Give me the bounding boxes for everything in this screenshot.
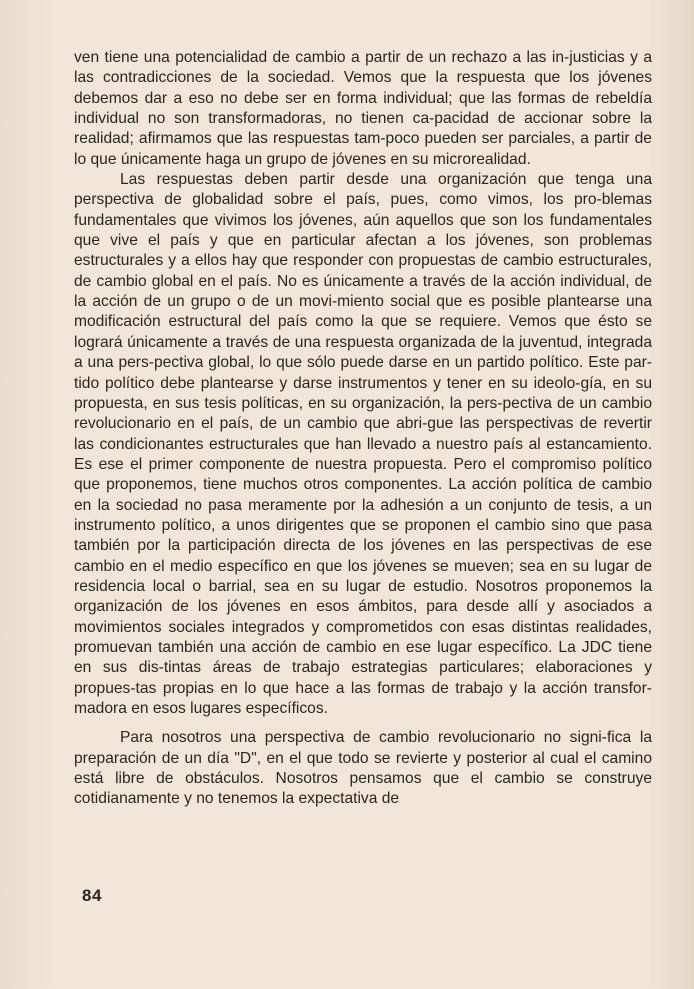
body-text [74, 48, 652, 810]
paragraph-3: Para nosotros una perspectiva de cambio revolucionario no signi-fica la preparación de un día "D", en el que todo se revierte y posterior al cual el camino está libre de obstáculos. Nosotros pensamos que el cambio se construye cotidianamente y no tenemos la expectativa de [74, 729, 652, 808]
paragraph-1: ven tiene una potencialidad de cambio a partir de un rechazo a las in-justicias y a las contradicciones de la sociedad. Vemos que la respuesta que los jóvenes debemos dar a eso no debe ser en forma individual; que las formas de rebeldía individual no son transformadoras, no tienen ca-pacidad de accionar sobre la realidad; afirmamos que las respuestas tam-poco pueden ser parciales, a partir de lo que únicamente haga un grupo de jóvenes en su microrealidad. [74, 49, 652, 168]
paragraph-2: Las respuestas deben partir desde una organización que tenga una perspectiva de globalidad sobre el país, pues, como vimos, los pro-blemas fundamentales que vivimos los jóvenes, aún aquellos que son los fundamentales que vive el país y que en particular afectan a los jóvenes, son problemas estructurales y a ellos hay que responder con propuestas de cambio estructurales, de cambio global en el país. No es únicamente a través de la acción individual, de la acción de un grupo o de un movi-miento social que es posible plantearse una modificación estructural del país como la que se requiere. Vemos que ésto se logrará únicamente a través de una respuesta organizada de la juventud, integrada a una pers-pectiva global, lo que sólo puede darse en un partido político. Este par-tido político debe plantearse y darse instrumentos y tener en su ideolo-gía, en su propuesta, en sus tesis políticas, en su organización, la pers-pectiva de un cambio revolucionario en el país, de un cambio que abri-gue las perspectivas de revertir las condicionantes estructurales que han llevado a nuestro país al estancamiento. Es ese el primer componente de nuestra propuesta. Pero el compromiso político que proponemos, tiene muchos otros componentes. La acción política de cambio en la sociedad no pasa meramente por la adhesión a un conjunto de tesis, a un instrumento político, a unos dirigentes que se proponen el cambio sino que pasa también por la participación directa de los jóvenes en las perspectivas de ese cambio en el medio específico en que los jóvenes se mueven; sea en su lugar de residencia local o barrial, sea en su lugar de estudio. Nosotros proponemos la organización de los jóvenes en esos ámbitos, para desde allí y asociados a movimientos sociales integrados y comprometidos con esas distintas realidades, promuevan también una acción de cambio en ese lugar específico. La JDC tiene en sus dis-tintas áreas de trabajo estrategias particulares; elaboraciones y propues-tas propias en lo que hace a las formas de trabajo y la acción transfor-madora en esos lugares específicos. [74, 171, 652, 717]
page-number: 84 [82, 886, 102, 905]
